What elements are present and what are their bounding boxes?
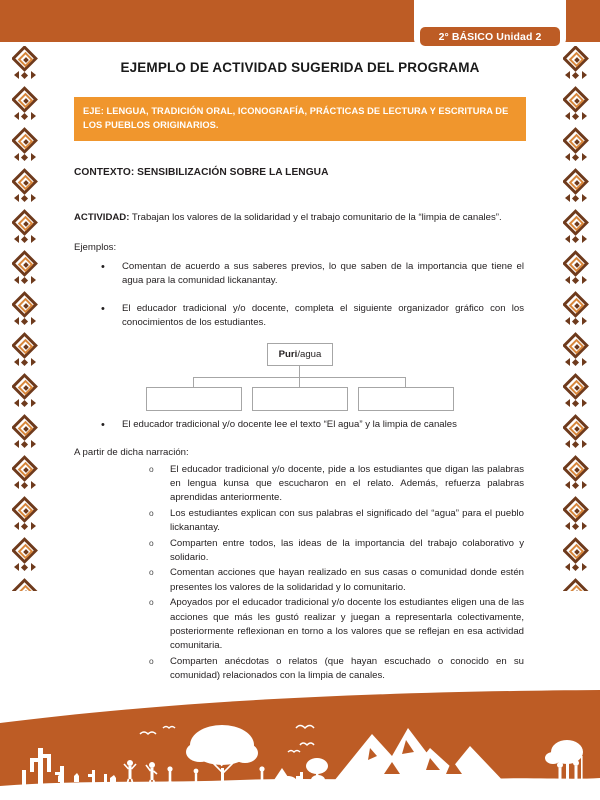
- actividad-paragraph: [74, 211, 526, 225]
- unit-badge: 2° BÁSICO Unidad 2: [420, 27, 560, 46]
- diagram-child-node: [358, 387, 454, 411]
- diagram-child-node: [146, 387, 242, 411]
- border-motif: [563, 333, 589, 374]
- ejemplos-label: Ejemplos:: [74, 241, 117, 253]
- border-motif: [12, 128, 38, 169]
- diagram-root-term: Puri: [278, 349, 298, 361]
- border-motif: [12, 87, 38, 128]
- list-item: • El educador tradicional y/o docente lee el texto “El agua” y la limpia de canales: [74, 418, 526, 432]
- border-motif: [12, 46, 38, 87]
- border-motif: [12, 374, 38, 415]
- actividad-text: Trabajan los valores de la solidaridad y el trabajo comunitario de la “limpia de canales”.: [129, 211, 502, 223]
- ejemplos-list: [74, 260, 526, 331]
- border-motif: [12, 333, 38, 374]
- eje-banner: EJE: LENGUA, TRADICIÓN ORAL, ICONOGRAFÍA, PRÁCTICAS DE LECTURA Y ESCRITURA DE LOS PUEBLOS ORIGINARIOS.: [74, 97, 526, 141]
- border-motif: [563, 497, 589, 538]
- border-motif: [12, 251, 38, 292]
- diagram-child-node: [252, 387, 348, 411]
- border-motif: [563, 128, 589, 169]
- diagram-connector-3: [405, 377, 406, 387]
- left-decorative-border: [12, 46, 38, 591]
- diagram-root-node: [267, 343, 333, 366]
- list-item: o Apoyados por el educador tradicional y/o docente los estudiantes eligen una de las acciones que más les gustó realizar y juegan a representarla colectivamente, posteriormente reflexionan en torno a los valores que se reflejan en esa actividad comunitaria.: [74, 596, 526, 654]
- page-title: EJEMPLO DE ACTIVIDAD SUGERIDA DEL PROGRAMA: [120, 60, 480, 75]
- ejemplos-list-continued: [74, 418, 526, 432]
- diagram-connector-stem: [299, 366, 300, 377]
- list-item: • Comentan de acuerdo a sus saberes previos, lo que saben de la importancia que tiene el agua para la comunidad lickanantay.: [74, 260, 526, 289]
- organizador-grafico: [74, 343, 526, 411]
- border-motif: [12, 579, 38, 591]
- list-item: • El educador tradicional y/o docente, completa el siguiente organizador gráfico con los conocimientos de los estudiantes.: [74, 302, 526, 331]
- list-item: o Comparten anécdotas o relatos (que hayan escuchado o conocido en su comunidad) relacionados con la limpia de canales.: [74, 655, 526, 684]
- border-motif: [563, 169, 589, 210]
- border-motif: [563, 415, 589, 456]
- border-motif: [12, 497, 38, 538]
- narracion-sublist: [74, 463, 526, 684]
- footer-landscape: [0, 690, 600, 800]
- border-motif: [563, 251, 589, 292]
- diagram-root-translation: /agua: [297, 349, 322, 361]
- list-item: o Los estudiantes explican con sus palabras el significado del “agua” para el pueblo lickanantay.: [74, 507, 526, 536]
- a-partir-label: A partir de dicha narración:: [74, 446, 189, 458]
- diagram-connector-2: [299, 377, 300, 387]
- border-motif: [12, 169, 38, 210]
- border-motif: [563, 579, 589, 591]
- border-motif: [12, 292, 38, 333]
- border-motif: [563, 46, 589, 87]
- border-motif: [563, 374, 589, 415]
- contexto-heading: CONTEXTO: SENSIBILIZACIÓN SOBRE LA LENGUA: [74, 166, 329, 178]
- border-motif: [563, 538, 589, 579]
- list-item: o El educador tradicional y/o docente, pide a los estudiantes que digan las palabras en lengua kunsa que escucharon en el relato. Además, refuerza palabras aprendidas anteriormente.: [74, 463, 526, 506]
- border-motif: [12, 415, 38, 456]
- border-motif: [12, 538, 38, 579]
- right-decorative-border: [563, 46, 589, 591]
- footer-illustration: [0, 690, 600, 800]
- border-motif: [12, 210, 38, 251]
- actividad-label: ACTIVIDAD:: [74, 211, 130, 223]
- border-motif: [12, 456, 38, 497]
- border-motif: [563, 292, 589, 333]
- border-motif: [563, 456, 589, 497]
- diagram-connector-1: [193, 377, 194, 387]
- list-item: o Comentan acciones que hayan realizado en sus casas o comunidad donde estén presentes los valores de la solidaridad y lo comunitario.: [74, 566, 526, 595]
- border-motif: [563, 210, 589, 251]
- border-motif: [563, 87, 589, 128]
- list-item: o Comparten entre todos, las ideas de la importancia del trabajo colaborativo y solidario.: [74, 537, 526, 566]
- document-content: [74, 60, 526, 685]
